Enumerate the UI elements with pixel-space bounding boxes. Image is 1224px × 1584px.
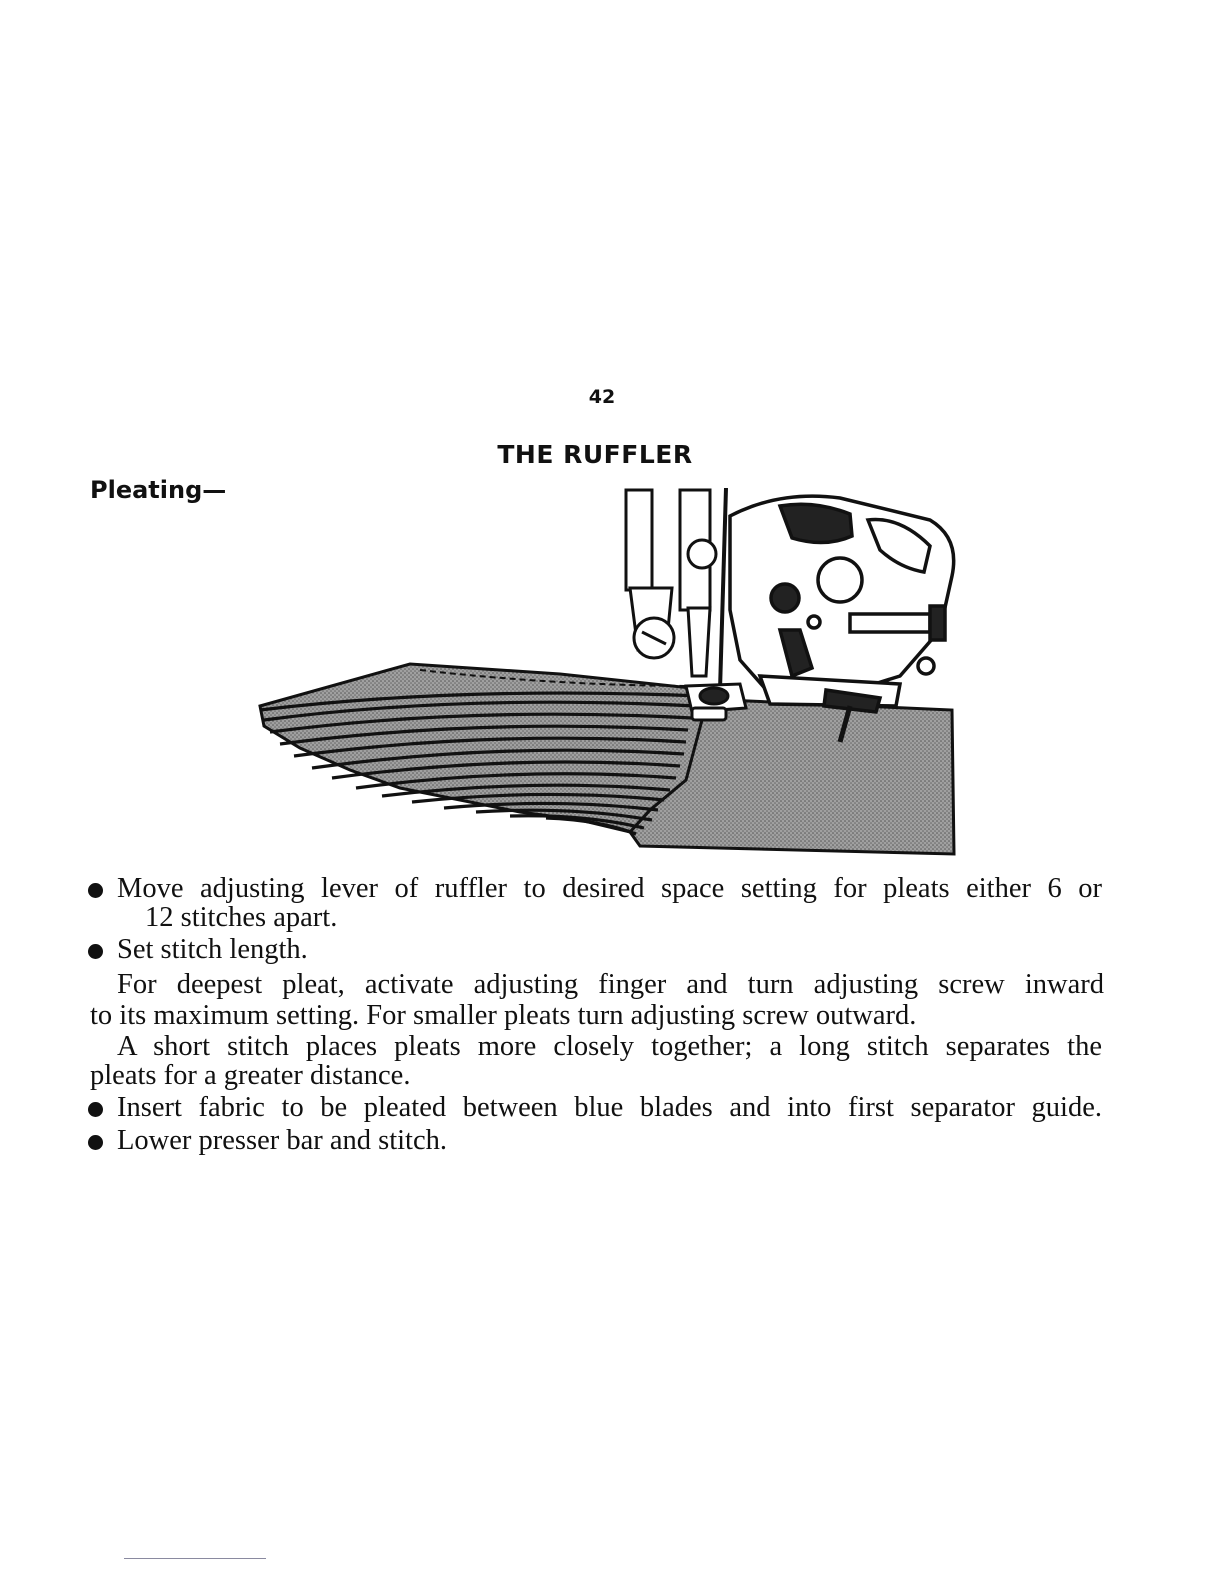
- instruction-item: Set stitch length.: [117, 934, 308, 965]
- bullet-icon: [88, 883, 103, 898]
- instruction-item: Move adjusting lever of ruffler to desired space setting for pleats either 6 or: [117, 873, 1102, 904]
- section-heading: Pleating—: [90, 476, 227, 504]
- bullet-icon: [88, 944, 103, 959]
- bullet-icon: [88, 1102, 103, 1117]
- instruction-item: Lower presser bar and stitch.: [117, 1125, 448, 1156]
- ruffler-pleating-illustration-icon: [240, 480, 970, 860]
- instruction-paragraph: For deepest pleat, activate adjusting finger and turn adjusting screw inward: [117, 969, 1104, 1000]
- bullet-icon: [88, 1135, 103, 1150]
- instruction-paragraph-continuation: to its maximum setting. For smaller pleats turn adjusting screw outward.: [90, 1000, 917, 1031]
- page-title: THE RUFFLER: [497, 440, 693, 469]
- page-number: 42: [588, 386, 616, 408]
- instruction-item-continuation: 12 stitches apart.: [145, 902, 338, 933]
- instruction-paragraph: A short stitch places pleats more closely together; a long stitch separates the: [117, 1031, 1102, 1062]
- instruction-item: Insert fabric to be pleated between blue blades and into first separator guide.: [117, 1092, 1102, 1123]
- footer-rule: [124, 1558, 266, 1559]
- instruction-paragraph-continuation: pleats for a greater distance.: [90, 1060, 411, 1091]
